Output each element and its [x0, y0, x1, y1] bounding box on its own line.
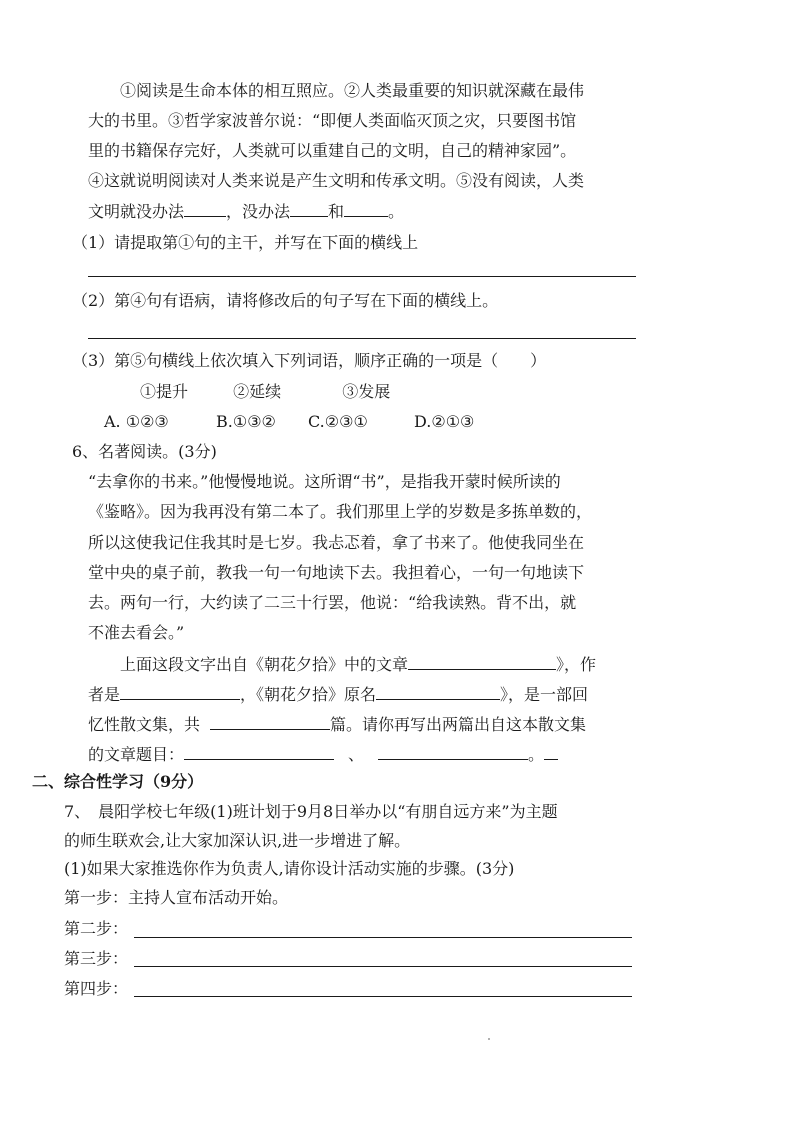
fill-blank[interactable] [544, 743, 558, 760]
word-choices [140, 381, 390, 403]
fill-blank[interactable] [376, 683, 500, 700]
question-text: 》，是一部回 [500, 685, 589, 704]
question-7-line: 7、 晨阳学校七年级(1)班计划于9月8日举办以“有朋自远方来”为主题 [64, 802, 558, 821]
fill-blank[interactable] [184, 200, 226, 217]
scan-speck [488, 1038, 490, 1040]
question-text: 、 [348, 745, 365, 764]
question-7-line: 的师生联欢会,让大家加深认识,进一步增进了解。 [64, 831, 411, 850]
passage-line [88, 200, 404, 223]
question-text: 上面这段文字出自《朝花夕拾》中的文章 [120, 655, 409, 674]
question-6-line [88, 713, 586, 736]
fill-blank[interactable] [290, 200, 328, 217]
excerpt-line: 去。两句一行，大约读了二三十行罢，他说：“给我读熟。背不出，就 [88, 593, 577, 612]
question-text: 的文章题目： [88, 745, 185, 764]
passage-text: ，没办法 [226, 202, 291, 221]
passage-line: 大的书里。③哲学家波普尔说：“即便人类面临灭顶之灾，只要图书馆 [88, 111, 577, 130]
step-1: 第一步：主持人宣布活动开始。 [64, 888, 289, 907]
question-6-line [88, 683, 588, 706]
passage-line: ①阅读是生命本体的相互照应。②人类最重要的知识就深藏在最伟 [120, 81, 585, 100]
section-title: 二、综合性学习（9分） [32, 772, 204, 791]
fill-blank[interactable] [184, 743, 334, 760]
excerpt-line: 堂中央的桌子前，教我一句一句地读下去。我担着心，一句一句地读下 [88, 563, 585, 582]
question-3: （3）第⑤句横线上依次填入下列词语，顺序正确的一项是（ ） [72, 351, 547, 370]
question-6-line [88, 743, 558, 766]
fill-blank[interactable] [378, 743, 528, 760]
fill-blank[interactable] [120, 683, 240, 700]
step-2-answer-line[interactable] [134, 937, 632, 938]
question-text: 》，作 [556, 655, 597, 674]
step-3-answer-line[interactable] [134, 966, 632, 967]
passage-line: 里的书籍保存完好，人类就可以重建自己的文明，自己的精神家园”。 [88, 141, 577, 160]
question-6-line [120, 653, 596, 676]
step-2-label: 第二步： [64, 919, 129, 938]
fill-blank[interactable] [408, 653, 556, 670]
passage-line: ④这就说明阅读对人类来说是产生文明和传承文明。⑤没有阅读，人类 [88, 171, 585, 190]
excerpt-line: “去拿你的书来。”他慢慢地说。这所谓“书”，是指我开蒙时候所读的 [88, 472, 561, 491]
question-text: 忆性散文集，共 [88, 715, 201, 734]
question-1: （1）请提取第①句的主干，并写在下面的横线上 [72, 233, 419, 252]
passage-text: 文明就没办法 [88, 202, 185, 221]
question-text: 。 [528, 745, 545, 764]
question-text: 篇。请你再写出两篇出自这本散文集 [330, 715, 587, 734]
fill-blank[interactable] [344, 200, 388, 217]
passage-text: 和 [328, 202, 345, 221]
fill-blank[interactable] [210, 713, 330, 730]
option-a[interactable]: A. ①②③ [104, 412, 169, 431]
excerpt-line: 所以这使我记住我其时是七岁。我忐忑着，拿了书来了。他使我同坐在 [88, 533, 585, 552]
step-3-label: 第三步： [64, 949, 129, 968]
question-7-subquestion: (1)如果大家推选你作为负责人,请你设计活动实施的步骤。(3分) [64, 859, 515, 878]
question-2: （2）第④句有语病，请将修改后的句子写在下面的横线上。 [72, 291, 499, 310]
question-text: 者是 [88, 685, 121, 704]
word-choice: ③发展 [342, 382, 391, 401]
question-6-title: 6、名著阅读。(3分) [72, 442, 217, 461]
word-choice: ①提升 [140, 382, 189, 401]
step-4-label: 第四步： [64, 979, 129, 998]
excerpt-line: 不准去看会。” [88, 623, 185, 642]
option-d[interactable]: D.②①③ [414, 412, 475, 431]
word-choice: ②延续 [233, 382, 282, 401]
question-text: ，《朝花夕拾》原名 [240, 685, 377, 704]
option-c[interactable]: C.②③① [308, 412, 368, 431]
answer-line[interactable] [88, 276, 636, 277]
option-b[interactable]: B.①③② [216, 412, 276, 431]
answer-line[interactable] [88, 338, 636, 339]
step-4-answer-line[interactable] [134, 996, 632, 997]
passage-text: 。 [388, 202, 405, 221]
excerpt-line: 《鉴略》。因为我再没有第二本了。我们那里上学的岁数是多拣单数的， [88, 502, 593, 521]
